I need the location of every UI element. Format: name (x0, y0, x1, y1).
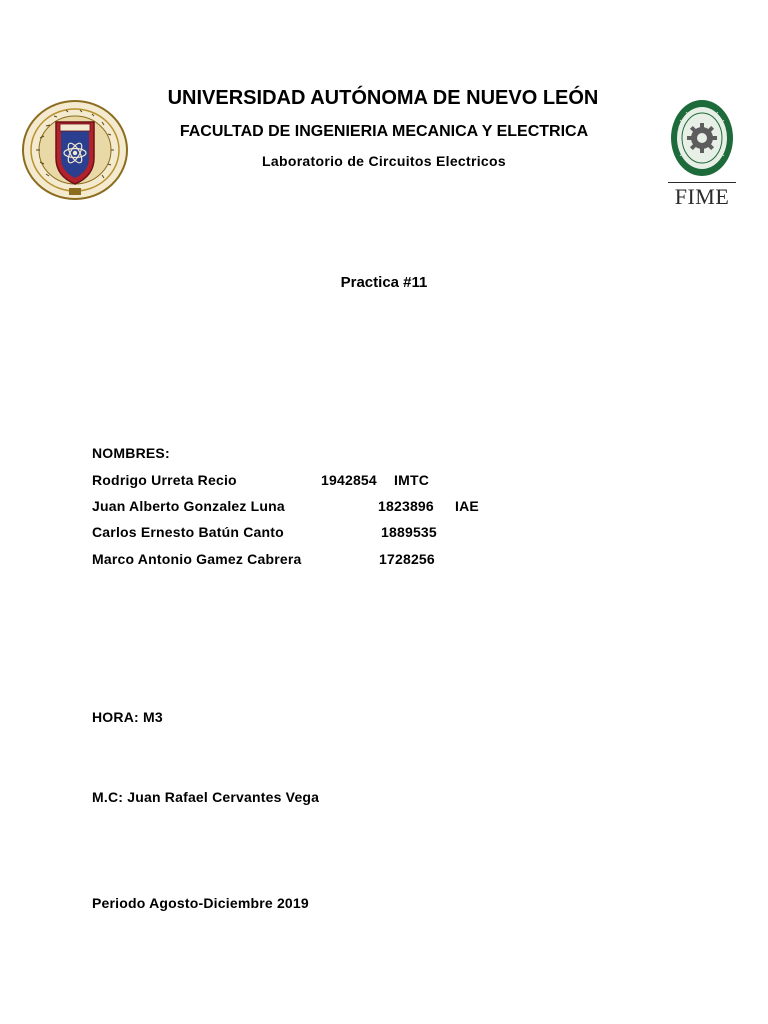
practice-title: Practica #11 (340, 274, 428, 291)
member-id: 1728256 (379, 551, 435, 567)
member-name: Rodrigo Urreta Recio (92, 472, 237, 488)
hour-line: HORA: M3 (92, 709, 163, 725)
member-row (92, 497, 552, 515)
member-row (92, 550, 552, 568)
fime-logo-text: FIME (674, 184, 730, 209)
member-id: 1823896 (378, 498, 434, 514)
fime-logo-icon (666, 98, 738, 210)
member-row (92, 471, 552, 489)
member-career: IMTC (394, 472, 430, 488)
member-id: 1889535 (381, 524, 437, 540)
member-row (92, 523, 552, 541)
faculty-title: FACULTAD DE INGENIERIA MECANICA Y ELECTRICA (179, 123, 589, 140)
instructor-line: M.C: Juan Rafael Cervantes Vega (92, 789, 320, 805)
period-line: Periodo Agosto-Diciembre 2019 (92, 895, 309, 911)
member-id: 1942854 (321, 472, 377, 488)
lab-title: Laboratorio de Circuitos Electricos (262, 153, 506, 169)
names-label: NOMBRES: (92, 445, 170, 461)
member-name: Marco Antonio Gamez Cabrera (92, 551, 302, 567)
member-name: Carlos Ernesto Batún Canto (92, 524, 284, 540)
university-title: UNIVERSIDAD AUTÓNOMA DE NUEVO LEÓN (167, 87, 599, 109)
uanl-seal-icon (20, 98, 130, 202)
member-name: Juan Alberto Gonzalez Luna (92, 498, 285, 514)
fime-rule (668, 182, 736, 183)
member-career: IAE (455, 498, 479, 514)
